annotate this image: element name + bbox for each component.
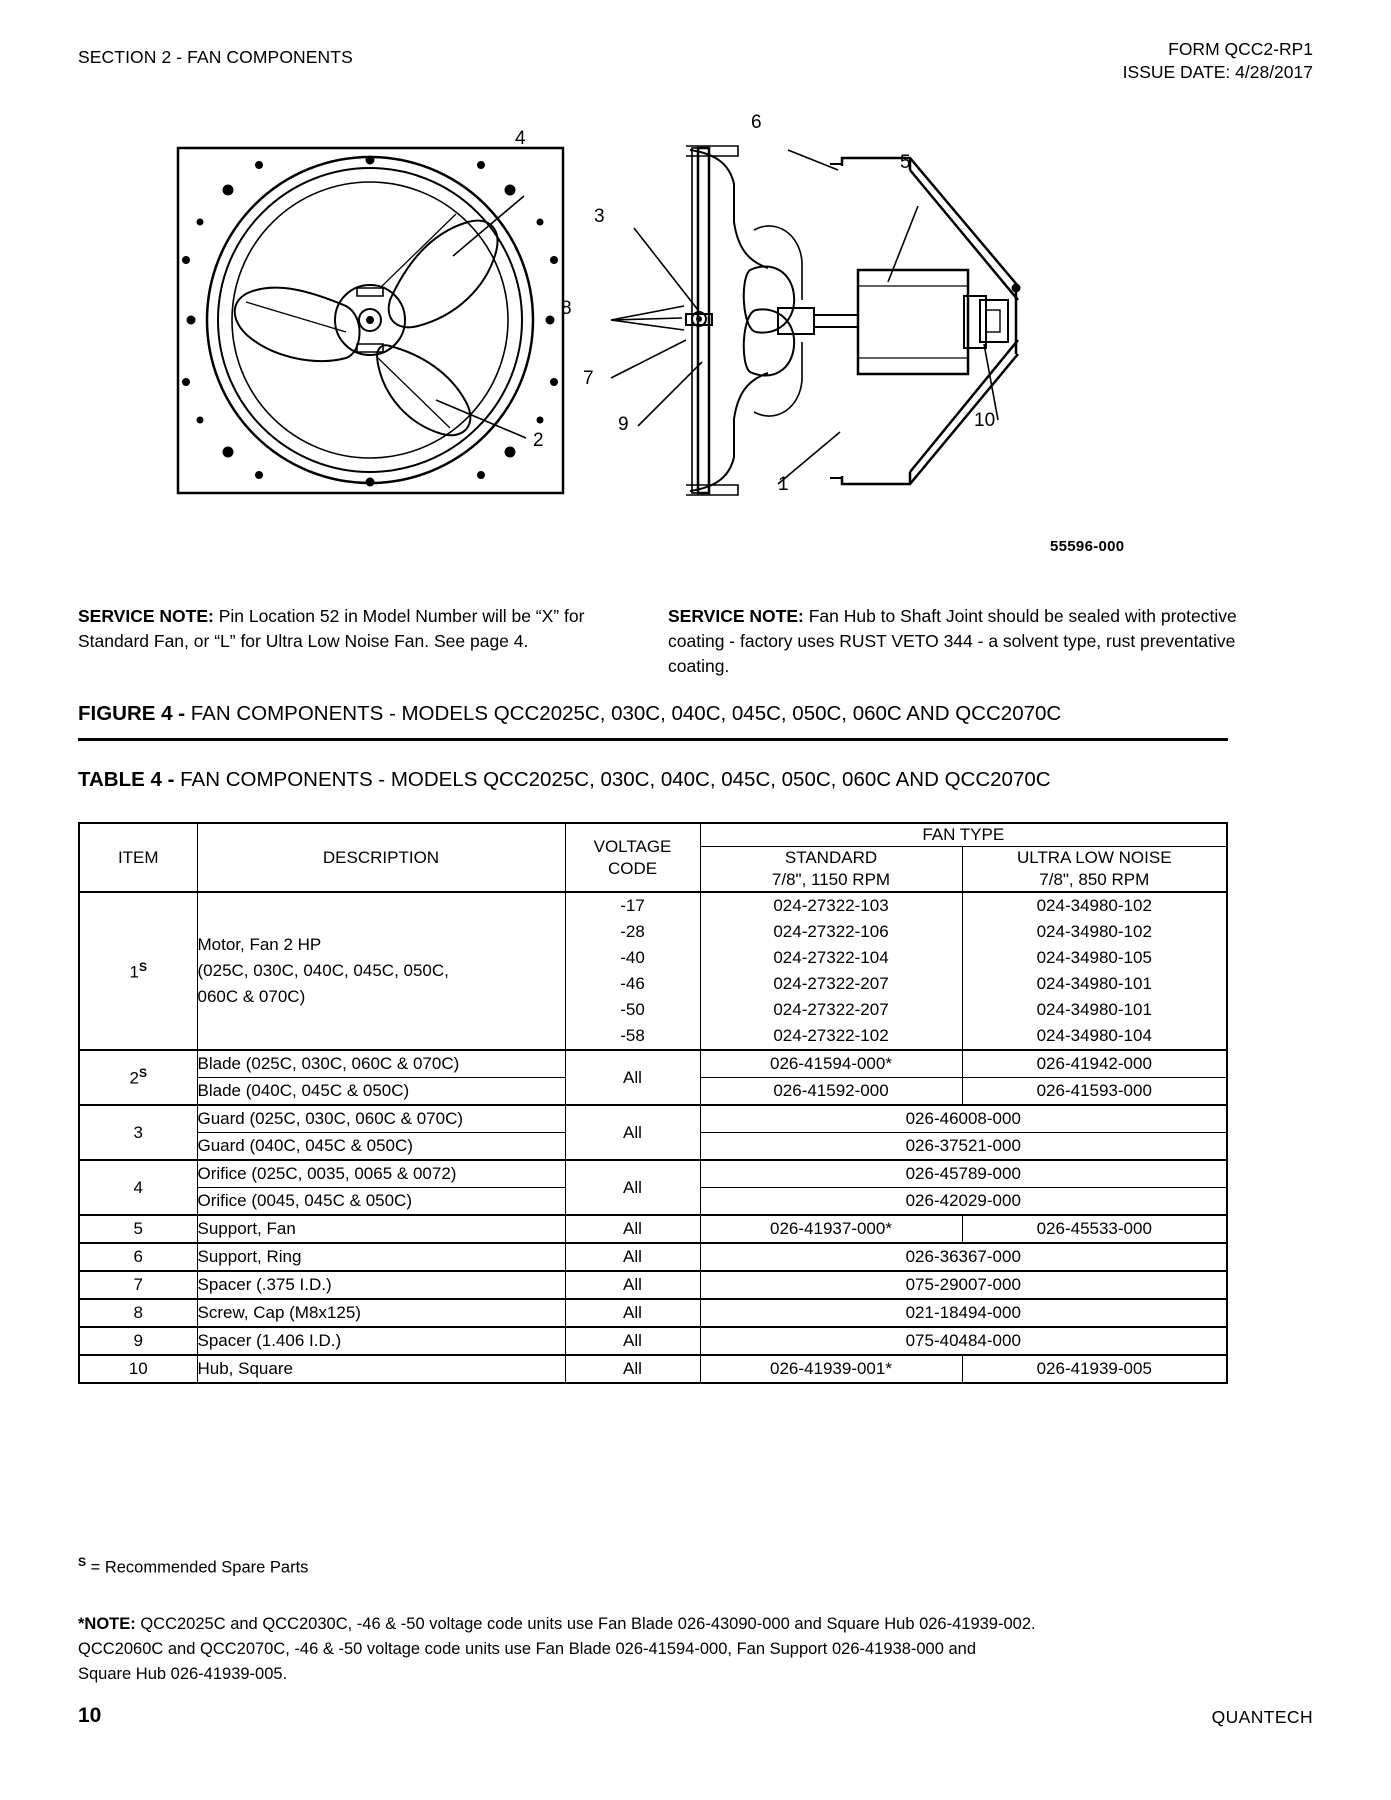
row5-ultra: 026-45533-000 [962, 1215, 1227, 1243]
header-standard-line1: STANDARD [784, 848, 878, 867]
row2-ultra-a: 026-41942-000 [962, 1050, 1227, 1078]
row1-spare-marker: S [138, 959, 147, 974]
table-body [79, 892, 1227, 1383]
row8-voltage: All [565, 1299, 700, 1327]
row1-ultra-parts [962, 892, 1227, 1050]
table-row [79, 1299, 1227, 1327]
issue-date: ISSUE DATE: 4/28/2017 [1122, 62, 1313, 82]
note-line1: QCC2025C and QCC2030C, -46 & -50 voltage code units use Fan Blade 026-43090-000 and Square Hub 026-41939-002. [135, 1615, 1036, 1633]
voltage-code: -28 [620, 922, 645, 941]
row5-standard: 026-41937-000* [700, 1215, 962, 1243]
row1-desc-line3: 060C & 070C) [197, 987, 306, 1006]
row7-voltage: All [565, 1271, 700, 1299]
header-standard [700, 847, 962, 893]
row9-item: 9 [79, 1327, 197, 1355]
row2-item-number: 2 [129, 1068, 139, 1088]
note-footnote [78, 1612, 1238, 1687]
table-head [79, 823, 1227, 892]
note-line3: Square Hub 026-41939-005. [78, 1665, 288, 1683]
table-row [79, 1160, 1227, 1188]
row3-voltage: All [565, 1105, 700, 1160]
part-number: 024-27322-207 [773, 1000, 889, 1019]
row10-ultra: 026-41939-005 [962, 1355, 1227, 1383]
callout-1: 1 [778, 474, 789, 495]
row6-item: 6 [79, 1243, 197, 1271]
table-row [79, 892, 1227, 1050]
part-number: 024-34980-102 [1036, 922, 1152, 941]
row4-description-a: Orifice (025C, 0035, 0065 & 0072) [197, 1160, 565, 1188]
row3-description-a: Guard (025C, 030C, 060C & 070C) [197, 1105, 565, 1133]
part-number: 024-34980-101 [1036, 1000, 1152, 1019]
row4-part-a: 026-45789-000 [700, 1160, 1227, 1188]
part-number: 024-34980-104 [1036, 1026, 1152, 1045]
callout-9: 9 [618, 414, 629, 435]
row6-description: Support, Ring [197, 1243, 565, 1271]
service-note-right-label: SERVICE NOTE: [668, 606, 804, 626]
row9-description: Spacer (1.406 I.D.) [197, 1327, 565, 1355]
service-note-right-text: Fan Hub to Shaft Joint should be sealed with protective coating - factory uses RUST VETO 344 - a solvent type, rust preventative coating. [668, 606, 1237, 676]
figure-caption [78, 702, 1228, 741]
callout-3: 3 [594, 206, 605, 227]
note-label: *NOTE: [78, 1615, 136, 1633]
note-line2: QCC2060C and QCC2070C, -46 & -50 voltage code units use Fan Blade 026-41594-000, Fan Support 026-41938-000 and [78, 1640, 977, 1658]
callout-4: 4 [515, 128, 526, 149]
row7-item: 7 [79, 1271, 197, 1299]
page-header [78, 38, 1313, 86]
row4-voltage: All [565, 1160, 700, 1215]
row1-voltage-codes [565, 892, 700, 1050]
page-number: 10 [78, 1704, 102, 1727]
row1-desc-line2: (025C, 030C, 040C, 045C, 050C, [197, 961, 449, 980]
form-info [1123, 38, 1313, 84]
row2-standard-b: 026-41592-000 [700, 1078, 962, 1106]
table-row [79, 1050, 1227, 1078]
table-row [79, 1215, 1227, 1243]
voltage-code: -17 [620, 896, 645, 915]
header-fan-type: FAN TYPE [700, 823, 1227, 847]
row3-item: 3 [79, 1105, 197, 1160]
form-number: FORM QCC2-RP1 [1168, 39, 1313, 59]
table-header-row-1 [79, 823, 1227, 847]
part-number: 024-34980-105 [1036, 948, 1152, 967]
service-note-left [78, 604, 668, 679]
row9-part: 075-40484-000 [700, 1327, 1227, 1355]
row4-part-b: 026-42029-000 [700, 1188, 1227, 1216]
callout-6: 6 [751, 112, 762, 133]
header-voltage-line2: CODE [607, 858, 658, 878]
row8-part: 021-18494-000 [700, 1299, 1227, 1327]
callout-10: 10 [974, 410, 996, 431]
row10-voltage: All [565, 1355, 700, 1383]
fan-components-table [78, 822, 1228, 1384]
voltage-code: -50 [620, 1000, 645, 1019]
fan-assembly-drawing [78, 110, 1313, 530]
row3-part-a: 026-46008-000 [700, 1105, 1227, 1133]
service-note-right [668, 604, 1248, 679]
row10-item: 10 [79, 1355, 197, 1383]
header-ultra-line1: ULTRA LOW NOISE [1016, 848, 1172, 867]
figure-caption-label: FIGURE 4 - [78, 702, 191, 725]
row1-desc-line1: Motor, Fan 2 HP [197, 935, 322, 954]
header-voltage-code [565, 823, 700, 892]
part-number: 024-27322-104 [773, 948, 889, 967]
header-description: DESCRIPTION [197, 823, 565, 892]
header-ultra-low-noise [962, 847, 1227, 893]
voltage-code: -40 [620, 948, 645, 967]
brand-name: QUANTECH [1211, 1707, 1313, 1727]
row10-standard: 026-41939-001* [700, 1355, 962, 1383]
callout-5: 5 [900, 152, 911, 173]
row4-item: 4 [79, 1160, 197, 1215]
service-note-left-label: SERVICE NOTE: [78, 606, 214, 626]
table-caption-text: FAN COMPONENTS - MODELS QCC2025C, 030C, 040C, 045C, 050C, 060C AND QCC2070C [180, 768, 1051, 791]
service-note-left-text: Pin Location 52 in Model Number will be “X” for Standard Fan, or “L” for Ultra Low Noise Fan. See page 4. [78, 606, 585, 651]
row6-part: 026-36367-000 [700, 1243, 1227, 1271]
part-number: 024-34980-102 [1036, 896, 1152, 915]
spare-parts-footnote [78, 1555, 308, 1578]
row2-ultra-b: 026-41593-000 [962, 1078, 1227, 1106]
voltage-code: -58 [620, 1026, 645, 1045]
row1-description [197, 892, 565, 1050]
part-number: 024-34980-101 [1036, 974, 1152, 993]
figure-caption-text: FAN COMPONENTS - MODELS QCC2025C, 030C, 040C, 045C, 050C, 060C AND QCC2070C [190, 702, 1062, 725]
spare-parts-marker: S [78, 1555, 87, 1569]
row8-description: Screw, Cap (M8x125) [197, 1299, 565, 1327]
row2-standard-a: 026-41594-000* [700, 1050, 962, 1078]
section-title: SECTION 2 - FAN COMPONENTS [78, 47, 353, 67]
row3-part-b: 026-37521-000 [700, 1133, 1227, 1161]
callout-8: 8 [561, 298, 572, 319]
fan-components-figure [78, 110, 1313, 530]
part-number: 024-27322-103 [773, 896, 889, 915]
drawing-number: 55596-000 [1050, 538, 1125, 555]
row10-description: Hub, Square [197, 1355, 565, 1383]
row5-voltage: All [565, 1215, 700, 1243]
table-row [79, 1327, 1227, 1355]
header-standard-line2: 7/8", 1150 RPM [771, 870, 891, 889]
row3-description-b: Guard (040C, 045C & 050C) [197, 1133, 565, 1161]
table-row [79, 1355, 1227, 1383]
page-footer [78, 1704, 1313, 1728]
row2-description-a: Blade (025C, 030C, 060C & 070C) [197, 1050, 565, 1078]
row7-part: 075-29007-000 [700, 1271, 1227, 1299]
part-number: 024-27322-106 [773, 922, 889, 941]
row2-description-b: Blade (040C, 045C & 050C) [197, 1078, 565, 1106]
row1-item [79, 892, 197, 1050]
row1-standard-parts [700, 892, 962, 1050]
spare-parts-text: = Recommended Spare Parts [86, 1558, 309, 1577]
table-row [79, 1105, 1227, 1133]
parts-table-container [78, 822, 1226, 1384]
header-ultra-line2: 7/8", 850 RPM [1039, 870, 1150, 889]
part-number: 024-27322-207 [773, 974, 889, 993]
table-caption [78, 768, 1228, 792]
header-item: ITEM [79, 823, 197, 892]
row5-description: Support, Fan [197, 1215, 565, 1243]
row9-voltage: All [565, 1327, 700, 1355]
table-row [79, 1243, 1227, 1271]
service-notes [78, 604, 1313, 679]
part-number: 024-27322-102 [773, 1026, 889, 1045]
row1-item-number: 1 [129, 962, 139, 982]
row7-description: Spacer (.375 I.D.) [197, 1271, 565, 1299]
row2-spare-marker: S [138, 1066, 147, 1081]
row8-item: 8 [79, 1299, 197, 1327]
callout-7: 7 [583, 368, 594, 389]
row2-voltage: All [565, 1050, 700, 1105]
table-row [79, 1271, 1227, 1299]
row2-item [79, 1050, 197, 1105]
callout-2: 2 [533, 430, 544, 451]
row5-item: 5 [79, 1215, 197, 1243]
table-caption-label: TABLE 4 - [78, 768, 181, 791]
row4-description-b: Orifice (0045, 045C & 050C) [197, 1188, 565, 1216]
row6-voltage: All [565, 1243, 700, 1271]
voltage-code: -46 [620, 974, 645, 993]
header-voltage-line1: VOLTAGE [593, 836, 672, 856]
